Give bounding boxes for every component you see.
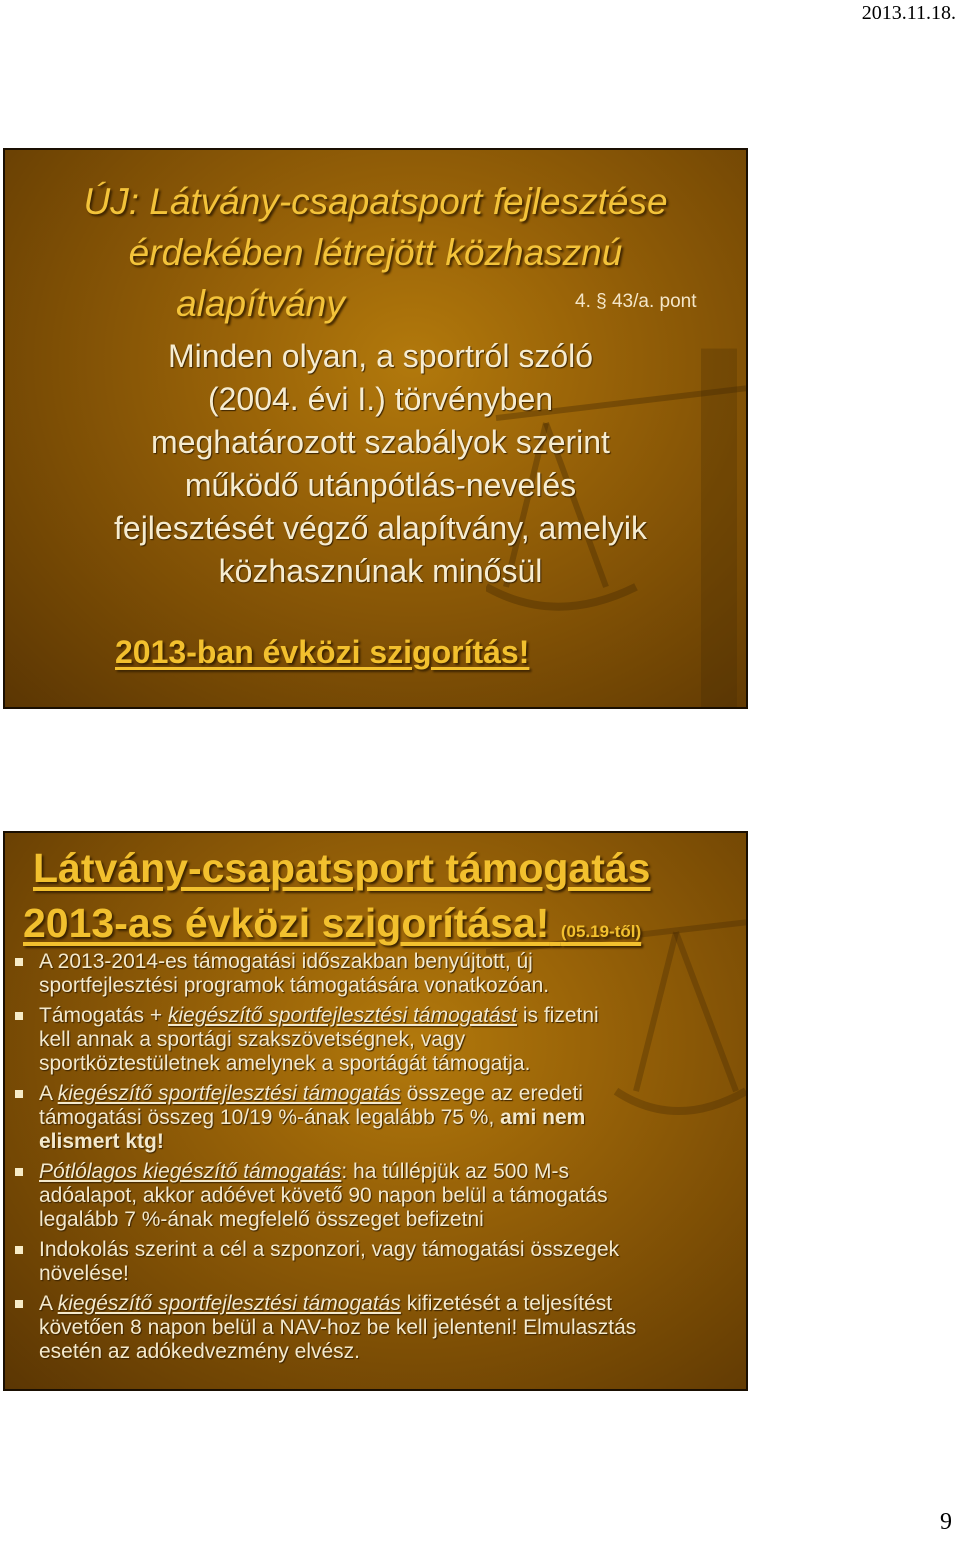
text: is fizetni: [517, 1004, 599, 1027]
bullet-icon: [15, 1246, 23, 1254]
title-line-text: 2013-as évközi szigorítása!: [23, 900, 550, 946]
body-line: fejlesztését végző alapítvány, amelyik: [114, 510, 647, 546]
item-line: sportköztestületnek amelynek a sportágát támogatja.: [39, 1052, 531, 1075]
list-item: [13, 1238, 738, 1286]
text: A: [39, 1082, 58, 1105]
emphasis: kiegészítő sportfejlesztési támogatás: [57, 1082, 401, 1105]
list-item: [13, 1292, 738, 1364]
bold-text: ami nem: [500, 1106, 586, 1129]
title-line: érdekében létrejött közhasznú: [128, 232, 623, 273]
item-line: A 2013-2014-es támogatási időszakban benyújtott, új: [39, 950, 533, 973]
item-line: sportfejlesztési programok támogatására vonatkozóan.: [39, 974, 550, 997]
item-line: [39, 1106, 738, 1130]
list-item: [13, 950, 738, 998]
print-date: 2013.11.18.: [861, 2, 956, 24]
item-line: [39, 1160, 738, 1184]
law-reference: 4. § 43/a. pont: [575, 291, 697, 312]
item-line: elismert ktg!: [39, 1130, 164, 1153]
body-line: Minden olyan, a sportról szóló: [167, 338, 594, 374]
item-line: [39, 1082, 738, 1106]
text: A: [39, 1292, 58, 1315]
item-line: [39, 1004, 738, 1028]
item-line: [39, 1292, 738, 1316]
item-line: növelése!: [39, 1262, 129, 1285]
title-line: Látvány-csapatsport támogatás: [33, 845, 651, 891]
body-line: (2004. évi I.) törvényben: [207, 381, 554, 417]
list-item: [13, 1082, 738, 1154]
text: Támogatás +: [39, 1004, 168, 1027]
bullet-icon: [15, 958, 23, 966]
slide-2: [3, 831, 748, 1391]
bullet-icon: [15, 1300, 23, 1308]
title-line: alapítvány: [176, 283, 345, 324]
body-line: működő utánpótlás-nevelés: [184, 467, 577, 503]
item-line: Indokolás szerint a cél a szponzori, vagy támogatási összegek: [39, 1238, 620, 1261]
item-line: legalább 7 %-ának megfelelő összeget befizetni: [39, 1208, 484, 1231]
text: kifizetését a teljesítést: [400, 1292, 613, 1315]
item-line: esetén az adókedvezmény elvész.: [39, 1340, 361, 1363]
slide-1-body: [45, 335, 716, 593]
text: : ha túllépjük az 500 M-s: [341, 1160, 569, 1183]
effective-date: (05.19-től): [560, 922, 642, 941]
emphasis: kiegészítő sportfejlesztési támogatás: [57, 1292, 401, 1315]
item-line: adóalapot, akkor adóévet követő 90 napon belül a támogatás: [39, 1184, 608, 1207]
list-item: [13, 1160, 738, 1232]
bullet-icon: [15, 1090, 23, 1098]
body-line: közhasznúnak minősül: [218, 553, 543, 589]
page-number: 9: [940, 1509, 952, 1535]
text: összege az eredeti: [400, 1082, 583, 1105]
item-line: kell annak a sportági szakszövetségnek, vagy: [39, 1028, 466, 1051]
body-line: meghatározott szabályok szerint: [151, 424, 610, 460]
bullet-list: [13, 950, 738, 1370]
text: támogatási összeg 10/19 %-ának legalább 75 %,: [39, 1106, 501, 1129]
list-item: [13, 1004, 738, 1076]
emphasis: kiegészítő sportfejlesztési támogatást: [167, 1004, 517, 1027]
slide-2-title: [23, 841, 650, 959]
item-line: követően 8 napon belül a NAV-hoz be kell jelenteni! Elmulasztás: [39, 1316, 637, 1339]
bullet-icon: [15, 1012, 23, 1020]
strictening-note: 2013-ban évközi szigorítás!: [115, 634, 530, 670]
slide-1: [3, 148, 748, 709]
bullet-icon: [15, 1168, 23, 1176]
title-line: ÚJ: Látvány-csapatsport fejlesztése: [83, 181, 668, 222]
emphasis: Pótlólagos kiegészítő támogatás: [39, 1160, 342, 1183]
